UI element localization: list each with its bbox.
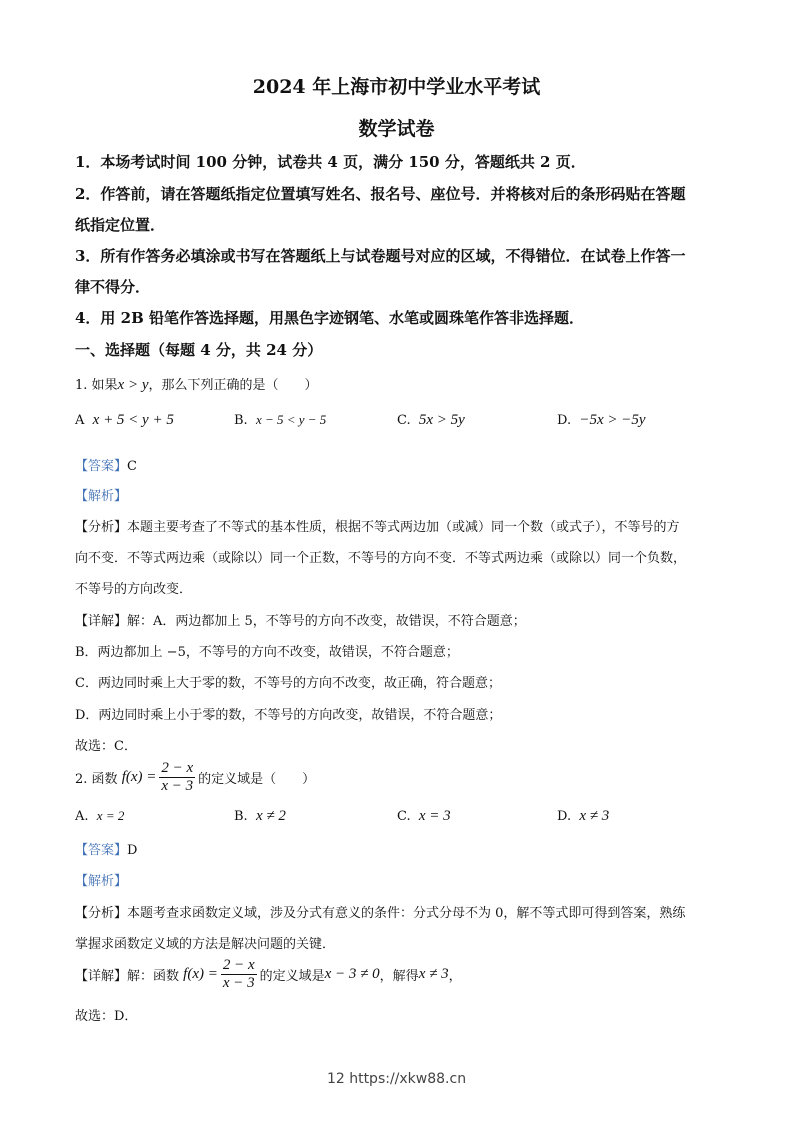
option-math: x ≠ 2 bbox=[255, 808, 286, 824]
exam-title: 2024 年上海市初中学业水平考试 bbox=[252, 76, 541, 98]
option-letter: C. bbox=[397, 413, 411, 428]
option-c bbox=[397, 412, 465, 429]
exam-subtitle: 数学试卷 bbox=[358, 118, 435, 140]
q1-analysis-tag: 【解析】 bbox=[75, 489, 128, 504]
function-name: f(x) = bbox=[121, 769, 157, 785]
question-1-stem bbox=[75, 374, 318, 394]
detail-mid: 的定义域是 bbox=[259, 969, 325, 984]
question-2-stem bbox=[75, 760, 315, 795]
option-math: 5x > 5y bbox=[418, 412, 465, 428]
q1-conclusion: 故选：C． bbox=[75, 739, 137, 754]
option-letter: B. bbox=[234, 809, 248, 824]
detail-tag: 【详解】 bbox=[75, 614, 128, 629]
q2-answer bbox=[75, 839, 137, 858]
fenxi-text: 本题考查求函数定义域，涉及分式有意义的条件：分式分母不为 0，解不等式即可得到答案，熟练 bbox=[127, 906, 686, 921]
q2-conclusion: 故选：D． bbox=[75, 1009, 138, 1024]
q2-fenxi-line-1 bbox=[75, 902, 685, 921]
fraction bbox=[221, 957, 257, 992]
option-math: x = 3 bbox=[418, 808, 451, 824]
detail-text: 解：A．两边都加上 5，不等号的方向不改变，故错误，不符合题意； bbox=[127, 614, 526, 629]
option-letter: D. bbox=[557, 413, 572, 428]
q1-detail-line-2: B．两边都加上 −5，不等号的方向不改变，故错误，不符合题意； bbox=[75, 645, 459, 660]
q1-fenxi-line-3: 不等号的方向改变． bbox=[75, 582, 193, 597]
detail-solve: ，解得 bbox=[379, 969, 419, 984]
instruction-line-5: 律不得分． bbox=[75, 278, 151, 296]
q1-detail-line-4: D．两边同时乘上小于零的数，不等号的方向改变，故错误，不符合题意； bbox=[75, 708, 502, 723]
detail-tag: 【详解】 bbox=[75, 969, 128, 984]
option-letter: C. bbox=[397, 809, 411, 824]
instruction-line-1: 1．本场考试时间 100 分钟，试卷共 4 页，满分 150 分，答题纸共 2 页． bbox=[75, 153, 586, 171]
question-1-suffix: ，那么下列正确的是（ ） bbox=[148, 378, 318, 393]
option-letter: A bbox=[75, 413, 85, 428]
instruction-line-3: 纸指定位置． bbox=[75, 216, 166, 234]
q1-fenxi-line-1 bbox=[75, 516, 680, 535]
fenxi-tag: 【分析】 bbox=[75, 906, 128, 921]
answer-value: C bbox=[127, 459, 137, 474]
answer-value: D bbox=[127, 843, 138, 858]
fraction-numerator: 2 − x bbox=[161, 760, 194, 776]
option-letter: B. bbox=[234, 413, 248, 428]
instruction-line-2: 2．作答前，请在答题纸指定位置填写姓名、报名号、座位号．并将核对后的条形码贴在答题 bbox=[75, 185, 686, 203]
q2-option-d bbox=[557, 808, 609, 825]
detail-condition: x − 3 ≠ 0 bbox=[324, 966, 380, 982]
detail-end: ， bbox=[448, 969, 462, 984]
question-1-condition: x > y bbox=[117, 377, 149, 393]
question-2-suffix: 的定义域是（ ） bbox=[198, 772, 316, 787]
section-heading: 一、选择题（每题 4 分，共 24 分） bbox=[75, 341, 323, 359]
function-name: f(x) = bbox=[183, 966, 218, 982]
detail-prefix: 解：函数 bbox=[127, 969, 180, 984]
answer-tag: 【答案】 bbox=[75, 459, 128, 474]
q2-fenxi-line-2: 掌握求函数定义域的方法是解决问题的关键． bbox=[75, 937, 336, 952]
q1-answer bbox=[75, 455, 137, 474]
q2-detail bbox=[75, 957, 462, 992]
question-1-prefix: 1. 如果 bbox=[75, 378, 118, 393]
option-letter: D. bbox=[557, 809, 572, 824]
q1-detail-line-3: C．两边同时乘上大于零的数，不等号的方向不改变，故正确，符合题意； bbox=[75, 676, 501, 691]
option-d bbox=[557, 412, 646, 429]
option-math: x − 5 < y − 5 bbox=[255, 412, 327, 427]
q2-option-c bbox=[397, 808, 451, 825]
fenxi-text: 本题主要考查了不等式的基本性质，根据不等式两边加（或减）同一个数（或式子），不等号的方 bbox=[127, 520, 680, 535]
fenxi-tag: 【分析】 bbox=[75, 520, 128, 535]
fraction-denominator: x − 3 bbox=[161, 778, 194, 794]
fraction bbox=[159, 760, 195, 795]
q2-option-a bbox=[75, 808, 124, 824]
fraction-denominator: x − 3 bbox=[222, 975, 255, 991]
q2-option-b bbox=[234, 808, 286, 825]
option-math: x ≠ 3 bbox=[579, 808, 610, 824]
option-letter: A. bbox=[75, 809, 89, 824]
fraction-numerator: 2 − x bbox=[222, 957, 255, 973]
instruction-line-4: 3．所有作答务必填涂或书写在答题纸上与试卷题号对应的区域，不得错位．在试卷上作答一 bbox=[75, 247, 686, 265]
option-b bbox=[234, 412, 326, 428]
q1-fenxi-line-2: 向不变．不等式两边乘（或除以）同一个正数，不等号的方向不变．不等式两边乘（或除以）同一个负数， bbox=[75, 551, 687, 566]
page-footer: 12 https://xkw88.cn bbox=[326, 1071, 467, 1087]
option-a bbox=[75, 412, 174, 429]
option-math: x = 2 bbox=[96, 808, 125, 823]
option-math: −5x > −5y bbox=[579, 412, 646, 428]
instruction-line-6: 4．用 2B 铅笔作答选择题，用黑色字迹钢笔、水笔或圆珠笔作答非选择题． bbox=[75, 309, 584, 327]
question-2-prefix: 2. 函数 bbox=[75, 772, 118, 787]
answer-tag: 【答案】 bbox=[75, 843, 128, 858]
q1-detail-line-1 bbox=[75, 610, 526, 629]
q2-analysis-tag: 【解析】 bbox=[75, 874, 128, 889]
option-math: x + 5 < y + 5 bbox=[92, 412, 174, 428]
detail-result: x ≠ 3 bbox=[418, 966, 449, 982]
